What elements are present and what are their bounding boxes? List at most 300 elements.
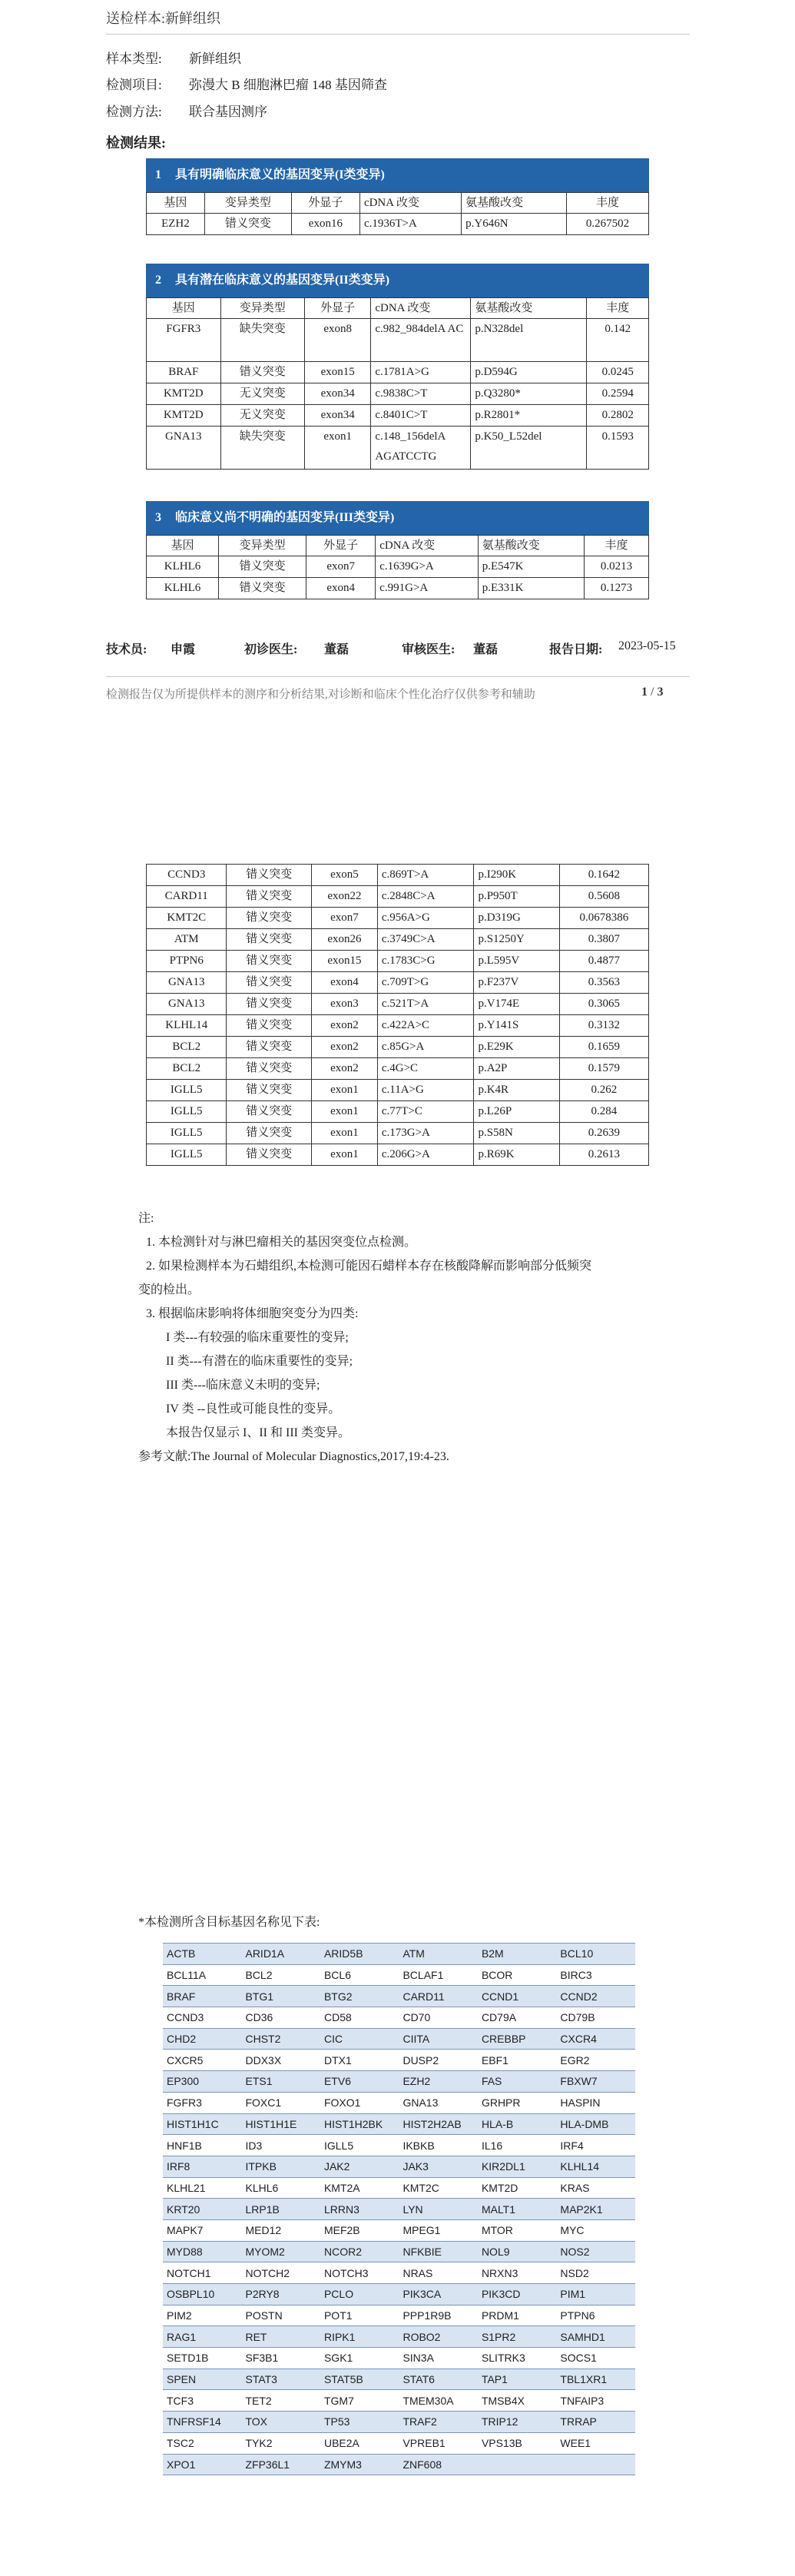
gene-row — [163, 1944, 635, 1965]
cell-cdna: c.2848C>A — [377, 886, 474, 908]
gene-name: MEF2B — [320, 2219, 399, 2241]
gene-name: SF3B1 — [241, 2348, 320, 2369]
cell-gene: KMT2C — [147, 908, 227, 929]
gene-name: CCND1 — [478, 1986, 556, 2007]
cell-variant-type: 错义突变 — [227, 1101, 312, 1123]
cell-variant-type: 错义突变 — [227, 1144, 312, 1166]
gene-name: TGM7 — [320, 2390, 399, 2412]
cell-gene: GNA13 — [147, 972, 227, 994]
gene-row — [163, 2050, 635, 2071]
gene-name: SIN3A — [399, 2348, 477, 2369]
page-total: 3 — [657, 685, 664, 699]
table-row — [147, 929, 649, 951]
cell-aa: p.I290K — [474, 865, 559, 886]
cell-gene: FGFR3 — [147, 319, 221, 362]
gene-name: HLA-B — [478, 2113, 556, 2135]
gene-name: STAT3 — [241, 2369, 320, 2390]
table-row — [147, 886, 649, 908]
gene-name: ZFP36L1 — [241, 2454, 320, 2475]
gene-row — [163, 2219, 635, 2241]
cell-abundance: 0.1273 — [584, 578, 648, 599]
cell-variant-type: 缺失突变 — [220, 427, 304, 470]
gene-name: TMSB4X — [478, 2390, 556, 2412]
gene-name: B2M — [478, 1944, 556, 1965]
gene-name: PIK3CD — [478, 2284, 556, 2305]
cell-gene: IGLL5 — [147, 1144, 227, 1166]
gene-name: LYN — [399, 2199, 477, 2220]
cell-abundance: 0.2594 — [587, 383, 649, 405]
gene-name: HASPIN — [556, 2092, 635, 2113]
gene-row — [163, 2284, 635, 2305]
cell-gene: KLHL6 — [147, 578, 219, 599]
cell-aa: p.S58N — [474, 1123, 559, 1144]
cell-cdna: c.1783C>G — [377, 951, 474, 972]
gene-name: TRIP12 — [478, 2412, 556, 2433]
cell-cdna: c.982_984delA AC — [371, 319, 471, 362]
gene-name: DTX1 — [320, 2050, 399, 2071]
gene-row — [163, 2454, 635, 2475]
gene-name: NOS2 — [556, 2241, 635, 2262]
cell-exon: exon34 — [305, 383, 371, 405]
cell-exon: exon16 — [291, 214, 359, 235]
gene-name: TRRAP — [556, 2412, 635, 2433]
sample-header-label: 送检样本:新鲜组织 — [106, 11, 221, 26]
cell-aa: p.E331K — [478, 578, 584, 599]
cell-cdna: c.173G>A — [377, 1123, 474, 1144]
cell-exon: exon7 — [306, 556, 376, 578]
gene-name: BCL10 — [556, 1944, 635, 1965]
gene-name: KLHL6 — [241, 2177, 320, 2199]
gene-name — [556, 2454, 635, 2475]
gene-name: ATM — [399, 1944, 477, 1965]
gene-row — [163, 2241, 635, 2262]
sample-type-line — [106, 48, 241, 67]
cell-cdna: c.206G>A — [377, 1144, 474, 1166]
table-row — [147, 1101, 649, 1123]
cell-aa: p.L26P — [474, 1101, 559, 1123]
gene-name: JAK2 — [320, 2156, 399, 2177]
cell-exon: exon15 — [305, 362, 371, 383]
section-number: 3 — [155, 511, 161, 524]
gene-name: TNFRSF14 — [163, 2412, 241, 2433]
col-variant-type: 变异类型 — [220, 298, 304, 319]
cell-aa: p.V174E — [474, 994, 559, 1015]
gene-name: PIM2 — [163, 2305, 241, 2326]
cell-aa: p.R69K — [474, 1144, 559, 1166]
gene-name: NSD2 — [556, 2262, 635, 2284]
gene-name: MTOR — [478, 2219, 556, 2241]
gene-name: GNA13 — [399, 2092, 477, 2113]
cell-variant-type: 错义突变 — [227, 972, 312, 994]
notes-block — [138, 1207, 668, 1469]
section-class-1 — [146, 158, 649, 235]
cell-exon: exon34 — [305, 405, 371, 427]
table-row — [147, 578, 649, 599]
col-aa: 氨基酸改变 — [478, 536, 584, 556]
cell-cdna: c.521T>A — [377, 994, 474, 1015]
method-line — [106, 101, 267, 120]
report-date-label: 报告日期: — [549, 643, 603, 656]
class-def-4: IV 类 --良性或可能良性的变异。 — [166, 1403, 341, 1416]
gene-name: SOCS1 — [556, 2348, 635, 2369]
gene-name: KMT2D — [478, 2177, 556, 2199]
section-title: 具有潜在临床意义的基因变异(II类变异) — [175, 274, 390, 287]
gene-name: TP53 — [320, 2412, 399, 2433]
gene-name: PPP1R9B — [399, 2305, 477, 2326]
cell-exon: exon4 — [311, 972, 377, 994]
cell-abundance: 0.3807 — [559, 929, 648, 951]
table-row — [147, 994, 649, 1015]
gene-name: ITPKB — [241, 2156, 320, 2177]
cell-aa: p.E29K — [474, 1037, 559, 1058]
variant-table — [146, 535, 649, 599]
cell-variant-type: 错义突变 — [227, 951, 312, 972]
first-doctor-label: 初诊医生: — [244, 643, 298, 656]
results-title: 检测结果: — [106, 135, 166, 151]
test-item-value: 弥漫大 B 细胞淋巴瘤 148 基因筛查 — [189, 78, 387, 92]
gene-name: EGR2 — [556, 2050, 635, 2071]
gene-name: TMEM30A — [399, 2390, 477, 2412]
table-row — [147, 383, 649, 405]
gene-row — [163, 2412, 635, 2433]
cell-gene: KLHL14 — [147, 1015, 227, 1037]
variant-table — [146, 192, 649, 235]
gene-name: FGFR3 — [163, 2092, 241, 2113]
gene-name: CREBBP — [478, 2028, 556, 2050]
gene-name: EBF1 — [478, 2050, 556, 2071]
gene-name: HNF1B — [163, 2135, 241, 2156]
cell-exon: exon2 — [311, 1015, 377, 1037]
col-gene: 基因 — [147, 536, 219, 556]
cell-gene: BCL2 — [147, 1058, 227, 1080]
cell-exon: exon1 — [311, 1080, 377, 1101]
cell-abundance: 0.1659 — [559, 1037, 648, 1058]
gene-name: CXCR5 — [163, 2050, 241, 2071]
gene-name: PRDM1 — [478, 2305, 556, 2326]
page-number — [641, 685, 663, 699]
gene-row — [163, 2432, 635, 2454]
gene-name: KLHL14 — [556, 2156, 635, 2177]
gene-row — [163, 2071, 635, 2093]
gene-name: CD70 — [399, 2007, 477, 2029]
gene-name: UBE2A — [320, 2432, 399, 2454]
review-doctor-name: 董磊 — [473, 643, 499, 656]
gene-name: TSC2 — [163, 2432, 241, 2454]
section-class-2 — [146, 264, 649, 470]
cell-variant-type: 错义突变 — [227, 1015, 312, 1037]
table-header-row — [147, 193, 649, 214]
method-value: 联合基因测序 — [189, 105, 267, 119]
cell-aa: p.P950T — [474, 886, 559, 908]
cell-exon: exon5 — [311, 865, 377, 886]
test-item-label: 检测项目: — [106, 78, 162, 92]
col-gene: 基因 — [147, 193, 205, 214]
gene-row — [163, 2177, 635, 2199]
cell-abundance: 0.4877 — [559, 951, 648, 972]
gene-name: KMT2C — [399, 2177, 477, 2199]
section-number: 1 — [155, 168, 161, 181]
cell-cdna: c.1781A>G — [371, 362, 471, 383]
gene-name: ETS1 — [241, 2071, 320, 2093]
cell-exon: exon3 — [311, 994, 377, 1015]
gene-name: XPO1 — [163, 2454, 241, 2475]
col-exon: 外显子 — [305, 298, 371, 319]
cell-variant-type: 无义突变 — [220, 405, 304, 427]
gene-name: IRF8 — [163, 2156, 241, 2177]
gene-name: CIC — [320, 2028, 399, 2050]
cell-exon: exon15 — [311, 951, 377, 972]
gene-name: KLHL21 — [163, 2177, 241, 2199]
section-title: 临床意义尚不明确的基因变异(III类变异) — [175, 511, 395, 524]
gene-row — [163, 2028, 635, 2050]
cell-cdna: c.1936T>A — [359, 214, 461, 235]
gene-name: POT1 — [320, 2305, 399, 2326]
gene-name: TOX — [241, 2412, 320, 2433]
cell-gene: PTPN6 — [147, 951, 227, 972]
cell-gene: EZH2 — [147, 214, 205, 235]
sample-type-label: 样本类型: — [106, 51, 162, 66]
cell-abundance: 0.3065 — [559, 994, 648, 1015]
cell-cdna: c.9838C>T — [371, 383, 471, 405]
table-row — [147, 1080, 649, 1101]
gene-name: NOL9 — [478, 2241, 556, 2262]
cell-aa: p.Y141S — [474, 1015, 559, 1037]
method-label: 检测方法: — [106, 105, 162, 119]
cell-cdna: c.1639G>A — [376, 556, 479, 578]
cell-abundance: 0.0245 — [587, 362, 649, 383]
cell-aa: p.F237V — [474, 972, 559, 994]
cell-cdna: c.85G>A — [377, 1037, 474, 1058]
cell-variant-type: 错义突变 — [227, 1037, 312, 1058]
cell-variant-type: 错义突变 — [227, 1058, 312, 1080]
table-row — [147, 908, 649, 929]
report-date-value: 2023-05-15 — [618, 639, 676, 652]
gene-name: OSBPL10 — [163, 2284, 241, 2305]
section-title: 具有明确临床意义的基因变异(I类变异) — [175, 168, 385, 181]
gene-name: MED12 — [241, 2219, 320, 2241]
cell-exon: exon1 — [311, 1144, 377, 1166]
gene-name: NCOR2 — [320, 2241, 399, 2262]
cell-gene: CARD11 — [147, 886, 227, 908]
cell-gene: IGLL5 — [147, 1123, 227, 1144]
gene-name: NOTCH1 — [163, 2262, 241, 2284]
table-row — [147, 362, 649, 383]
cell-variant-type: 缺失突变 — [220, 319, 304, 362]
cell-aa: p.D594G — [471, 362, 587, 383]
note-1: 1. 本检测针对与淋巴瘤相关的基因突变位点检测。 — [146, 1236, 417, 1249]
gene-row — [163, 1986, 635, 2007]
cell-variant-type: 错义突变 — [227, 886, 312, 908]
gene-name: CHD2 — [163, 2028, 241, 2050]
gene-name: IKBKB — [399, 2135, 477, 2156]
gene-row — [163, 2199, 635, 2220]
cell-variant-type: 错义突变 — [227, 865, 312, 886]
cell-cdna: c.11A>G — [377, 1080, 474, 1101]
cell-abundance: 0.267502 — [566, 214, 648, 235]
cell-abundance: 0.0678386 — [559, 908, 648, 929]
first-doctor-name: 董磊 — [324, 643, 349, 656]
review-doctor-label: 审核医生: — [402, 643, 455, 656]
cell-variant-type: 错义突变 — [227, 908, 312, 929]
gene-list-title: *本检测所含目标基因名称见下表: — [138, 1916, 320, 1929]
gene-name: MALT1 — [478, 2199, 556, 2220]
cell-gene: BRAF — [147, 362, 221, 383]
gene-name: BTG1 — [241, 1986, 320, 2007]
cell-cdna: c.3749C>A — [377, 929, 474, 951]
cell-aa: p.Q3280* — [471, 383, 587, 405]
cell-variant-type: 错义突变 — [204, 214, 291, 235]
col-abundance: 丰度 — [587, 298, 649, 319]
page-current: 1 — [641, 685, 648, 699]
cell-aa: p.K50_L52del — [471, 427, 587, 470]
col-abundance: 丰度 — [584, 536, 648, 556]
cell-cdna: c.77T>C — [377, 1101, 474, 1123]
gene-name: TNFAIP3 — [556, 2390, 635, 2412]
col-cdna: cDNA 改变 — [359, 193, 461, 214]
cell-cdna: c.4G>C — [377, 1058, 474, 1080]
gene-name: KMT2A — [320, 2177, 399, 2199]
cell-gene: KMT2D — [147, 405, 221, 427]
gene-name: CD79A — [478, 2007, 556, 2029]
cell-exon: exon22 — [311, 886, 377, 908]
gene-name: SPEN — [163, 2369, 241, 2390]
gene-name: NRAS — [399, 2262, 477, 2284]
cell-exon: exon1 — [311, 1123, 377, 1144]
table-row — [147, 1123, 649, 1144]
gene-name: CIITA — [399, 2028, 477, 2050]
cell-abundance: 0.1642 — [559, 865, 648, 886]
cell-cdna: c.991G>A — [376, 578, 479, 599]
class-def-1: I 类---有较强的临床重要性的变异; — [166, 1331, 349, 1344]
cell-aa: p.A2P — [474, 1058, 559, 1080]
gene-name: CD58 — [320, 2007, 399, 2029]
cell-exon: exon2 — [311, 1037, 377, 1058]
table-row — [147, 951, 649, 972]
col-exon: 外显子 — [291, 193, 359, 214]
gene-name: EZH2 — [399, 2071, 477, 2093]
cell-abundance: 0.2613 — [559, 1144, 648, 1166]
gene-row — [163, 2156, 635, 2177]
table-header-row — [147, 298, 649, 319]
class-scope: 本报告仅显示 I、II 和 III 类变异。 — [166, 1426, 350, 1439]
gene-name: STAT6 — [399, 2369, 477, 2390]
gene-name: LRRN3 — [320, 2199, 399, 2220]
section-header — [146, 158, 649, 192]
note-3: 3. 根据临床影响将体细胞突变分为四类: — [146, 1307, 359, 1320]
col-aa: 氨基酸改变 — [471, 298, 587, 319]
cell-gene: IGLL5 — [147, 1080, 227, 1101]
gene-name: SAMHD1 — [556, 2326, 635, 2348]
variant-table-continued — [146, 864, 649, 1166]
cell-cdna: c.956A>G — [377, 908, 474, 929]
gene-name — [478, 2454, 556, 2475]
footer-divider — [106, 676, 690, 677]
note-2: 2. 如果检测样本为石蜡组织,本检测可能因石蜡样本存在核酸降解而影响部分低频突 — [146, 1260, 592, 1273]
gene-name: MPEG1 — [399, 2219, 477, 2241]
gene-name: HLA-DMB — [556, 2113, 635, 2135]
footer-disclaimer: 检测报告仅为所提供样本的测序和分析结果,对诊断和临床个性化治疗仅供参考和辅助 — [106, 689, 535, 701]
continuation-table — [146, 864, 649, 1166]
gene-name: RAG1 — [163, 2326, 241, 2348]
cell-gene: KLHL6 — [147, 556, 219, 578]
gene-row — [163, 2390, 635, 2412]
cell-gene: BCL2 — [147, 1037, 227, 1058]
gene-row — [163, 2092, 635, 2113]
section-header — [146, 501, 649, 535]
cell-abundance: 0.3563 — [559, 972, 648, 994]
gene-name: TCF3 — [163, 2390, 241, 2412]
cell-exon: exon4 — [306, 578, 376, 599]
table-header-row — [147, 536, 649, 556]
cell-aa: p.S1250Y — [474, 929, 559, 951]
gene-name: MYOM2 — [241, 2241, 320, 2262]
gene-name: SLITRK3 — [478, 2348, 556, 2369]
col-gene: 基因 — [147, 298, 221, 319]
section-class-3 — [146, 501, 649, 599]
col-variant-type: 变异类型 — [219, 536, 306, 556]
gene-name: KIR2DL1 — [478, 2156, 556, 2177]
gene-row — [163, 2113, 635, 2135]
gene-name: SGK1 — [320, 2348, 399, 2369]
cell-abundance: 0.0213 — [584, 556, 648, 578]
gene-name: NOTCH3 — [320, 2262, 399, 2284]
gene-name: CCND3 — [163, 2007, 241, 2029]
gene-name: ZNF608 — [399, 2454, 477, 2475]
gene-name: ROBO2 — [399, 2326, 477, 2348]
cell-aa: p.E547K — [478, 556, 584, 578]
gene-name: PCLO — [320, 2284, 399, 2305]
cell-variant-type: 错义突变 — [227, 1123, 312, 1144]
gene-name: CHST2 — [241, 2028, 320, 2050]
table-row — [147, 319, 649, 362]
gene-name: TYK2 — [241, 2432, 320, 2454]
gene-name: CD36 — [241, 2007, 320, 2029]
cell-variant-type: 错义突变 — [219, 578, 306, 599]
cell-exon: exon1 — [305, 427, 371, 470]
gene-name: KRT20 — [163, 2199, 241, 2220]
cell-cdna: c.709T>G — [377, 972, 474, 994]
cell-aa: p.Y646N — [462, 214, 567, 235]
gene-name: CD79B — [556, 2007, 635, 2029]
table-row — [147, 865, 649, 886]
cell-gene: GNA13 — [147, 427, 221, 470]
col-variant-type: 变异类型 — [204, 193, 291, 214]
col-abundance: 丰度 — [566, 193, 648, 214]
table-row — [147, 427, 649, 470]
gene-name: NOTCH2 — [241, 2262, 320, 2284]
note-2-cont: 变的检出。 — [138, 1283, 200, 1296]
gene-name: HIST1H1E — [241, 2113, 320, 2135]
section-header — [146, 264, 649, 297]
cell-aa: p.K4R — [474, 1080, 559, 1101]
cell-abundance: 0.2639 — [559, 1123, 648, 1144]
gene-name: BRAF — [163, 1986, 241, 2007]
gene-name: TET2 — [241, 2390, 320, 2412]
cell-abundance: 0.1593 — [587, 427, 649, 470]
test-item-line — [106, 74, 387, 93]
gene-name: S1PR2 — [478, 2326, 556, 2348]
gene-name: TBL1XR1 — [556, 2369, 635, 2390]
cell-aa: p.L595V — [474, 951, 559, 972]
gene-row — [163, 2262, 635, 2284]
gene-name: HIST2H2AB — [399, 2113, 477, 2135]
cell-aa: p.D319G — [474, 908, 559, 929]
cell-cdna: c.869T>A — [377, 865, 474, 886]
gene-row — [163, 2326, 635, 2348]
sample-type-value: 新鲜组织 — [189, 51, 241, 66]
gene-name: HIST1H1C — [163, 2113, 241, 2135]
gene-name: NRXN3 — [478, 2262, 556, 2284]
